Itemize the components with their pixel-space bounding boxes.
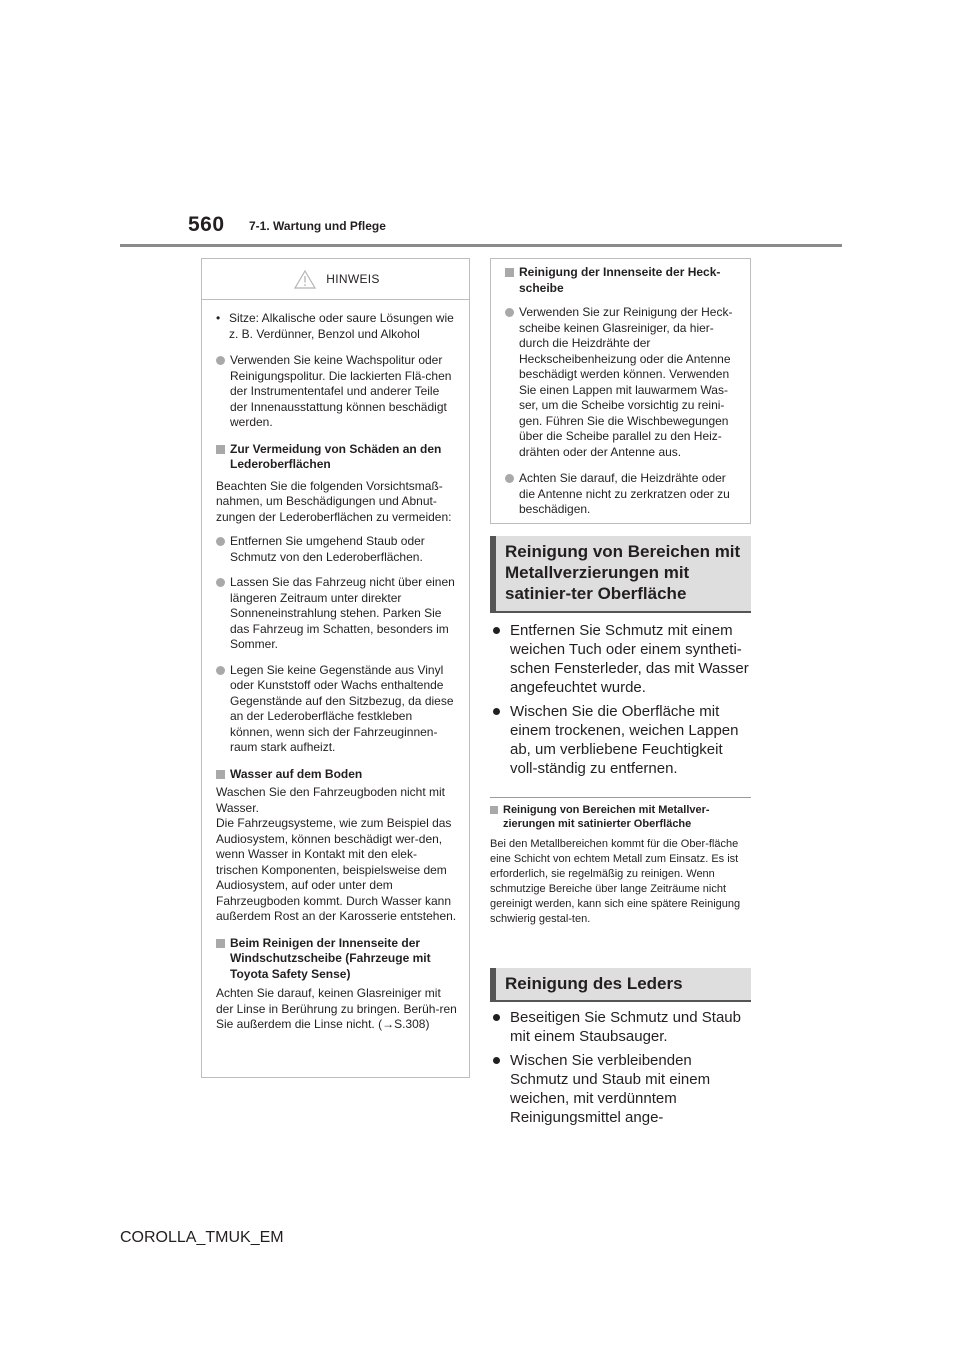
leather-instructions <box>493 1008 753 1127</box>
bullet-dot-icon <box>216 666 225 675</box>
square-bullet-icon <box>216 770 225 779</box>
footer-model-code: COROLLA_TMUK_EM <box>120 1229 284 1246</box>
notice-paragraph: Achten Sie darauf, keinen Glasreiniger mit der Linse in Berührung zu bringen. Berüh-ren Sie außerdem die Linse nicht. (→S.308) <box>216 986 457 1031</box>
section-title: 7-1. Wartung und Pflege <box>249 219 386 233</box>
metal-note-text: Bei den Metallbereichen kommt für die Ober-fläche eine Schicht von echtem Metall zum Einsatz. Es ist erforderlich, sie regelmäßig zu reinigen. Wenn schmutzige Bereiche über lange Zeiträume nicht gereinigt werden, kann sich eine spätere Reinigung schwierig gestal-ten. <box>490 838 741 925</box>
notice-bullet: Verwenden Sie zur Reinigung der Heck-scheibe keinen Glasreiniger, da hier-durch die Heizdrähte der Heckscheibenheizung oder die Antenne beschädigt werden können. Verwenden Sie einen Lappen mit lauwarmem Was-ser, um die Scheibe vorsichtig zu reini-gen. Führen Sie die Wischbewegungen über die Scheibe parallel zu den Heiz-drähten oder der Antenne aus. <box>505 305 739 460</box>
notice-label: HINWEIS <box>326 272 380 286</box>
header-divider <box>120 244 842 247</box>
notice-subheading: Reinigung der Innenseite der Heck-scheibe <box>505 265 739 296</box>
note-divider <box>490 797 751 798</box>
notice-paragraph: Waschen Sie den Fahrzeugboden nicht mit Wasser. <box>216 785 446 815</box>
bullet-dot-icon <box>505 474 514 483</box>
bullet-dot-icon <box>493 1057 500 1064</box>
metal-note <box>490 803 754 927</box>
notice-header <box>216 259 458 299</box>
leather-step: Wischen Sie verbleibenden Schmutz und Staub mit einem weichen, mit verdünntem Reinigungsmittel ange- <box>493 1051 753 1127</box>
metal-note-title: Reinigung von Bereichen mit Metallver-zierungen mit satinierter Oberfläche <box>490 803 754 831</box>
notice-bullet: Achten Sie darauf, die Heizdrähte oder die Antenne nicht zu zerkratzen oder zu beschädigen. <box>505 471 739 518</box>
notice-paragraph: Beachten Sie die folgenden Vorsichtsmaß-nahmen, um Beschädigungen und Abnut-zungen der Lederoberflächen zu vermeiden: <box>216 478 452 524</box>
square-bullet-icon <box>216 445 225 454</box>
metal-instructions <box>493 621 753 778</box>
leather-step: Beseitigen Sie Schmutz und Staub mit einem Staubsauger. <box>493 1008 753 1046</box>
page-number: 560 <box>188 213 225 236</box>
notice-box-continued <box>490 258 751 524</box>
bullet-dot-icon <box>493 1014 500 1021</box>
bullet-dot-icon <box>505 308 514 317</box>
notice-bullet: Verwenden Sie keine Wachspolitur oder Reinigungspolitur. Die lackierten Flä-chen der Instrumententafel und anderer Teile der Innenausstattung können beschädigt werden. <box>216 353 458 431</box>
metal-step: Entfernen Sie Schmutz mit einem weichen Tuch oder einem syntheti-schen Fensterleder, das mit Wasser angefeuchtet wurde. <box>493 621 753 697</box>
square-bullet-icon <box>490 806 498 814</box>
notice-dash-item: • Sitze: Alkalische oder saure Lösungen wie z. B. Verdünner, Benzol und Alkohol <box>216 311 454 341</box>
warning-triangle-icon <box>294 270 316 289</box>
leather-section-heading: Reinigung des Leders <box>490 968 751 1002</box>
notice-bullet: Legen Sie keine Gegenstände aus Vinyl oder Kunststoff oder Wachs enthaltende Gegenstände auf den Sitzbezug, da diese an der Lederoberfläche festkleben können, wenn sich der Fahrzeuginnen-raum stark aufheizt. <box>216 663 458 756</box>
notice-subheading: Wasser auf dem Boden <box>216 767 458 783</box>
bullet-dot-icon <box>493 627 500 634</box>
notice-subheading: Beim Reinigen der Innenseite der Windschutzscheibe (Fahrzeuge mit Toyota Safety Sense) <box>216 936 458 983</box>
square-bullet-icon <box>216 939 225 948</box>
notice-bullet: Lassen Sie das Fahrzeug nicht über einen längeren Zeitraum unter direkter Sonneneinstrahlung stehen. Parken Sie das Fahrzeug im Schatten, besonders im Sommer. <box>216 575 458 653</box>
bullet-dot-icon <box>216 356 225 365</box>
square-bullet-icon <box>505 268 514 277</box>
bullet-dot-icon <box>493 708 500 715</box>
notice-subheading: Zur Vermeidung von Schäden an den Lederoberflächen <box>216 442 458 473</box>
notice-bullet: Entfernen Sie umgehend Staub oder Schmutz von den Lederoberflächen. <box>216 534 458 565</box>
bullet-dot-icon <box>216 578 225 587</box>
metal-step: Wischen Sie die Oberfläche mit einem trockenen, weichen Lappen ab, um verbliebene Feuchtigkeit voll-ständig zu entfernen. <box>493 702 753 778</box>
notice-box <box>201 258 470 1078</box>
metal-section-heading: Reinigung von Bereichen mit Metallverzierungen mit satinier-ter Oberfläche <box>490 536 751 613</box>
notice-paragraph: Die Fahrzeugsysteme, wie zum Beispiel das Audiosystem, können beschädigt wer-den, wenn Wasser in Kontakt mit den elek-trischen Komponenten, beispielsweise dem Audiosystem, auf oder unter dem Fahrzeugboden kommt. Durch Wasser kann außerdem Rost an der Karosserie entstehen. <box>216 816 457 923</box>
bullet-dot-icon <box>216 537 225 546</box>
